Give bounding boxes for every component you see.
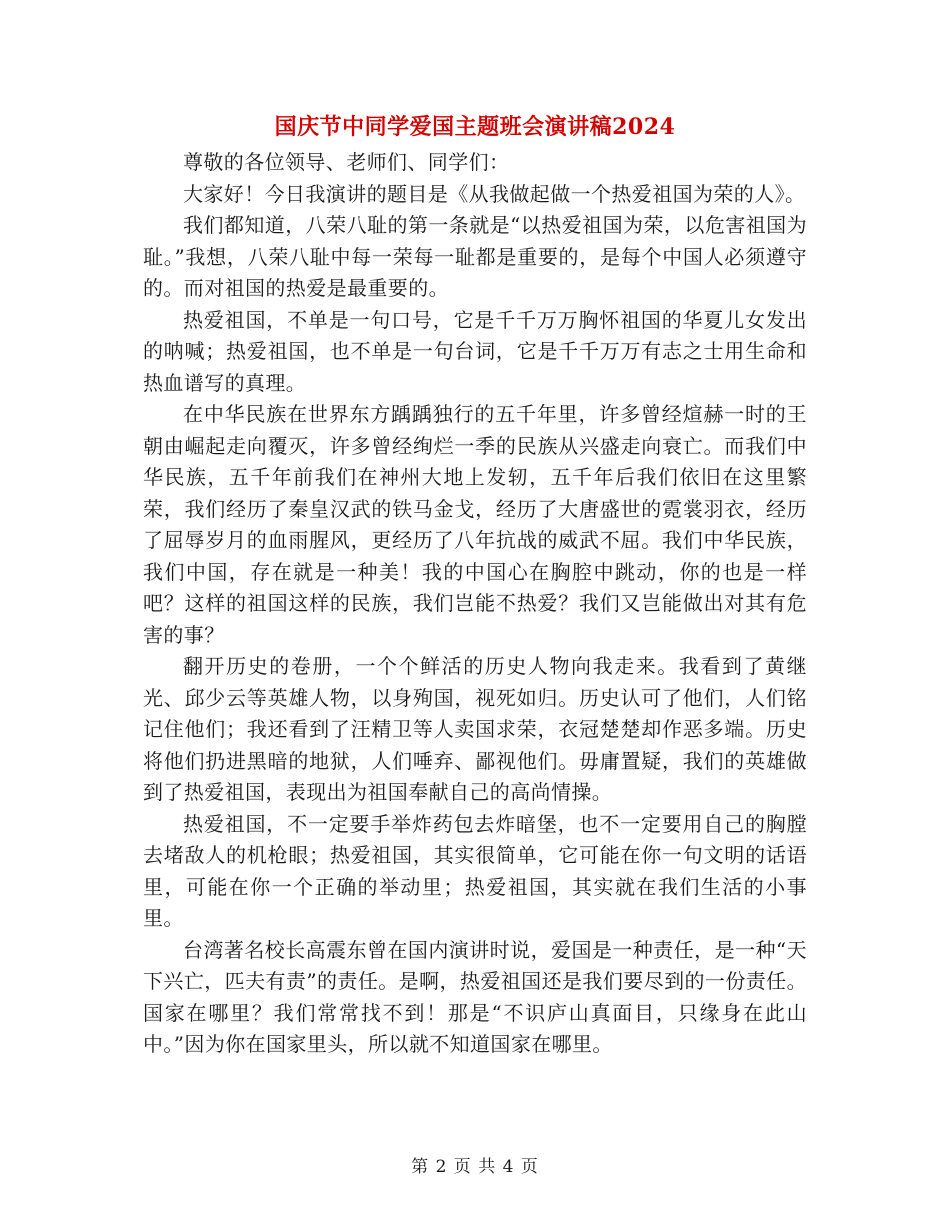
body-paragraph: 在中华民族在世界东方踽踽独行的五千年里，许多曾经煊赫一时的王朝由崛起走向覆灭，许多曾经绚烂一季的民族从兴盛走向衰亡。而我们中华民族，五千年前我们在神州大地上发轫，五千年后我们依旧在这里繁荣，我们经历了秦皇汉武的铁马金戈，经历了大唐盛世的霓裳羽衣，经历了屈辱岁月的血雨腥风，更经历了八年抗战的威武不屈。我们中华民族，我们中国，存在就是一种美！我的中国心在胸腔中跳动，你的也是一样吧？这样的祖国这样的民族，我们岂能不热爱？我们又岂能做出对其有危害的事？ [143,402,807,647]
page-number-label: 第 2 页 共 4 页 [411,1157,539,1177]
body-paragraph: 我们都知道，八荣八耻的第一条就是“以热爱祖国为荣，以危害祖国为耻。”我想，八荣八耻中每一荣每一耻都是重要的，是每个中国人必须遵守的。而对祖国的热爱是最重要的。 [143,213,807,300]
page-footer [0,1155,950,1179]
body-paragraph: 台湾著名校长高震东曾在国内演讲时说，爱国是一种责任，是一种“天下兴亡，匹夫有责”的责任。是啊，热爱祖国还是我们要尽到的一份责任。国家在哪里？我们常常找不到！那是“不识庐山真面目，只缘身在此山中。”因为你在国家里头，所以就不知道国家在哪里。 [143,937,807,1056]
salutation-paragraph: 尊敬的各位领导、老师们、同学们： [183,150,510,174]
body-paragraph: 大家好！今日我演讲的题目是《从我做起做一个热爱祖国为荣的人》。 [183,181,806,206]
body-paragraph: 翻开历史的卷册，一个个鲜活的历史人物向我走来。我看到了黄继光、邱少云等英雄人物，以身殉国，视死如归。历史认可了他们，人们铭记住他们；我还看到了汪精卫等人卖国求荣，衣冠楚楚却作恶多端。历史将他们扔进黑暗的地狱，人们唾弃、鄙视他们。毋庸置疑，我们的英雄做到了热爱祖国，表现出为祖国奉献自己的高尚情操。 [143,654,807,804]
body-paragraph: 热爱祖国，不一定要手举炸药包去炸暗堡，也不一定要用自己的胸膛去堵敌人的机枪眼；热爱祖国，其实很简单，它可能在你一句文明的话语里，可能在你一个正确的举动里；热爱祖国，其实就在我们生活的小事里。 [143,811,807,930]
document-title: 国庆节中同学爱国主题班会演讲稿2024 [274,114,676,140]
document-body [143,147,807,1061]
body-paragraph: 热爱祖国，不单是一句口号，它是千千万万胸怀祖国的华夏儿女发出的呐喊；热爱祖国，也不单是一句台词，它是千千万万有志之士用生命和热血谱写的真理。 [143,307,807,395]
